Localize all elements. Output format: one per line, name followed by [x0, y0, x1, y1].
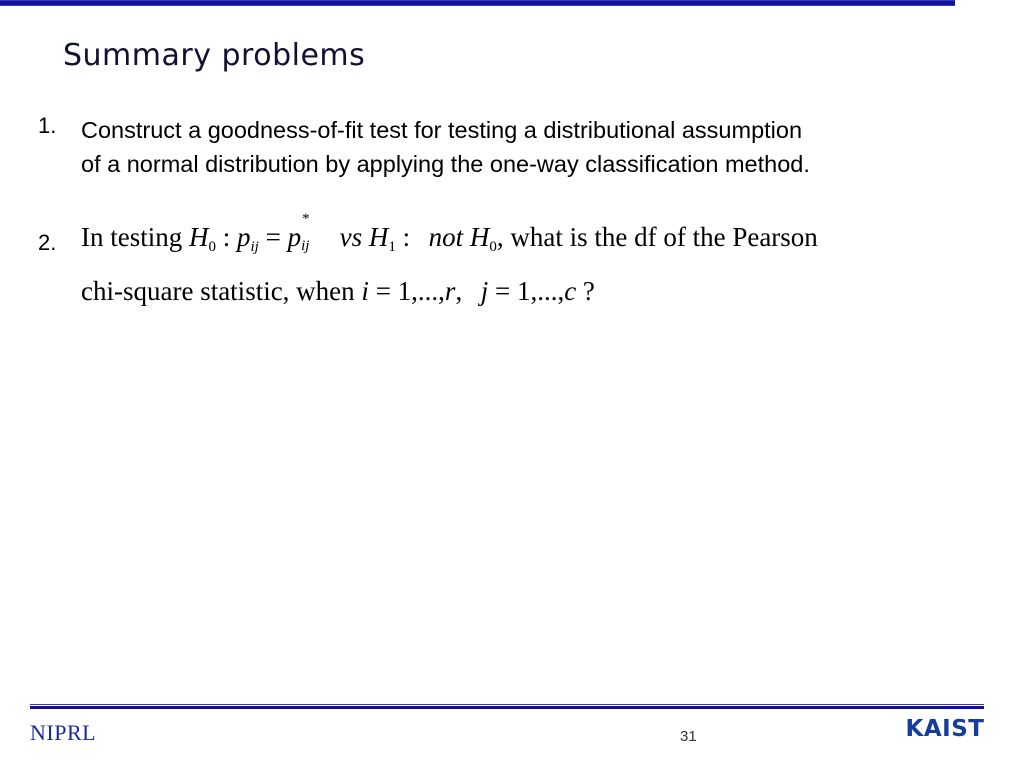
in-testing-text: In testing	[81, 222, 183, 252]
p-star-subscript: ij	[301, 238, 310, 254]
page-number: 31	[680, 728, 697, 745]
comma: ,	[496, 222, 504, 252]
vs-text: vs	[339, 222, 363, 252]
h1-subscript: 1	[388, 239, 396, 255]
not-text: not	[428, 222, 464, 252]
h0-symbol: H	[469, 222, 490, 252]
footer-rule	[30, 704, 984, 705]
question-text: what is the df of the Pearson	[510, 222, 818, 252]
footer-rule-thick	[30, 706, 984, 709]
problem-1-text	[81, 113, 981, 181]
problem-2-line-1	[81, 211, 818, 256]
star-superscript: *	[302, 211, 310, 227]
range-text: 1,...,	[397, 276, 445, 306]
range-text: 1,...,	[516, 276, 565, 306]
h0-symbol: H	[189, 222, 209, 252]
problem-1-line: of a normal distribution by applying the one-way classification method.	[81, 151, 810, 177]
footer-org-name: NIPRL	[30, 720, 97, 745]
slide-title: Summary problems	[63, 38, 366, 73]
p-symbol: p	[237, 222, 251, 252]
kaist-logo	[900, 716, 990, 748]
equals-symbol: =	[375, 276, 391, 306]
j-symbol: j	[480, 276, 489, 306]
question-mark: ?	[582, 276, 595, 306]
problem-1-line: Construct a goodness-of-fit test for testing a distributional assumption	[81, 117, 803, 143]
statistic-text: chi-square statistic, when	[81, 276, 355, 306]
h1-symbol: H	[368, 222, 389, 252]
comma: ,	[455, 276, 463, 306]
r-symbol: r	[444, 276, 456, 306]
equals-symbol: =	[494, 276, 511, 306]
p-subscript: ij	[250, 239, 259, 255]
h0-subscript: 0	[208, 239, 216, 255]
problem-2-line-2	[81, 276, 595, 307]
colon-symbol: :	[222, 222, 231, 252]
h0-subscript: 0	[489, 239, 497, 255]
i-symbol: i	[361, 276, 369, 306]
c-symbol: c	[564, 276, 577, 306]
colon-symbol: :	[402, 222, 411, 252]
p-star-symbol: p	[287, 222, 302, 252]
equals-symbol: =	[265, 222, 281, 252]
problem-2-number: 2.	[38, 230, 57, 255]
problem-1-number: 1.	[38, 113, 57, 138]
top-rule-lower	[0, 5, 955, 6]
kaist-logo-text: KAIST	[905, 716, 985, 742]
